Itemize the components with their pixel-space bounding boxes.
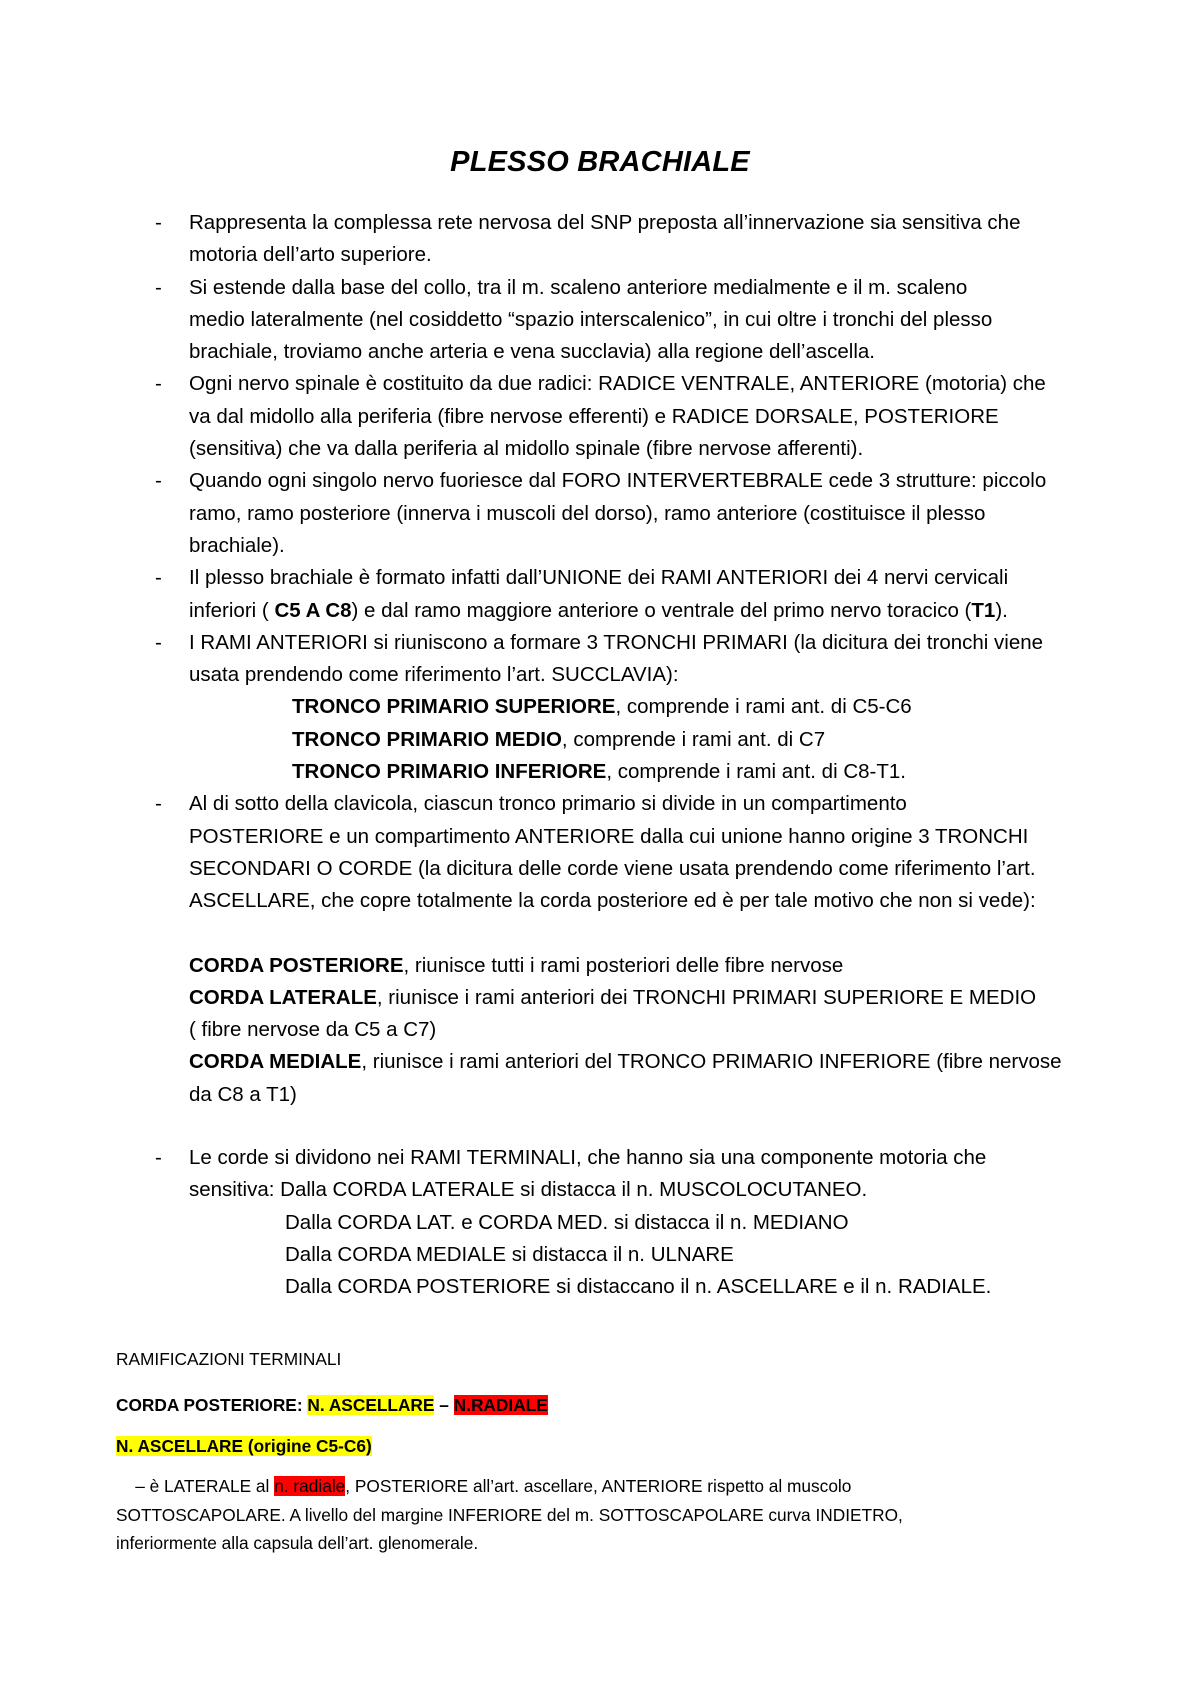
bullet-line: SECONDARI O CORDE (la dicitura delle corde viene usata prendendo come riferimento l’art.: [189, 856, 1036, 880]
blank-line: [189, 1111, 1115, 1142]
bullet-line: va dal midollo alla periferia (fibre nervose efferenti) e RADICE DORSALE, POSTERIORE: [189, 404, 999, 428]
corda-line: [189, 982, 1115, 1014]
text-run: – è LATERALE al: [116, 1476, 275, 1496]
bullet-dash: -: [155, 566, 162, 590]
section-heading: RAMIFICAZIONI TERMINALI: [116, 1349, 342, 1369]
para-line: inferiormente alla capsula dell’art. glenomerale.: [116, 1533, 479, 1553]
ramo-line: Dalla CORDA LAT. e CORDA MED. si distacca il n. MEDIANO: [285, 1210, 849, 1234]
text-run-bold: TRONCO PRIMARIO INFERIORE: [292, 760, 607, 784]
text-run: ) e dal ramo maggiore anteriore o ventrale del primo nervo toracico (: [351, 598, 972, 622]
ramo-line: Dalla CORDA POSTERIORE si distaccano il n. ASCELLARE e il n. RADIALE.: [285, 1275, 992, 1299]
bullet-line: ASCELLARE, che copre totalmente la corda posteriore ed è per tale motivo che non si vede):: [189, 889, 1036, 913]
text-run-bold: C5 A C8: [274, 598, 352, 622]
bullet-dash: -: [155, 211, 162, 234]
text-run-bold: T1: [971, 598, 996, 622]
bullet-line: Le corde si dividono nei RAMI TERMINALI, che hanno sia una componente motoria che: [189, 1146, 987, 1170]
ascellare-description: [116, 1472, 1116, 1558]
para-line: [116, 1472, 1116, 1501]
tronco-line: [189, 691, 1115, 723]
text-run-bold: CORDA POSTERIORE:: [116, 1395, 308, 1415]
bullet-line: POSTERIORE e un compartimento ANTERIORE dalla cui unione hanno origine 3 TRONCHI: [189, 824, 1029, 848]
text-run-bold: –: [434, 1395, 454, 1415]
text-run-bold: CORDA POSTERIORE: [189, 953, 404, 977]
bullet-item: [155, 627, 1115, 788]
corda-line: da C8 a T1): [189, 1082, 297, 1106]
text-run-bold: CORDA LATERALE: [189, 985, 377, 1009]
bullet-line: Al di sotto della clavicola, ciascun tronco primario si divide in un compartimento: [189, 792, 907, 816]
bullet-line: I RAMI ANTERIORI si riuniscono a formare 3 TRONCHI PRIMARI (la dicitura dei tronchi viene: [189, 630, 1044, 654]
bullet-dash: -: [155, 275, 162, 299]
bullet-dash: -: [155, 630, 162, 654]
bullet-text: Rappresenta la complessa rete nervosa del SNP preposta all’innervazione sia sensitiva che motoria dell’arto superiore.: [189, 211, 1021, 267]
highlight-ascellare-origin: N. ASCELLARE (origine C5-C6): [116, 1436, 372, 1456]
highlight-ascellare: N. ASCELLARE: [307, 1395, 435, 1415]
bullet-dash: -: [155, 469, 162, 493]
tronco-line: [189, 724, 1115, 756]
bullet-list: [155, 207, 1115, 1304]
bullet-item: [155, 465, 1115, 562]
bullet-item: [155, 1142, 1115, 1303]
bullet-item: [155, 562, 1115, 627]
highlight-n-radiale: n. radiale: [274, 1476, 346, 1496]
bullet-dash: -: [155, 372, 162, 396]
corda-line: [189, 1046, 1115, 1078]
highlight-radiale: N.RADIALE: [453, 1395, 548, 1415]
bullet-line: Si estende dalla base del collo, tra il m. scaleno anteriore medialmente e il m. scaleno: [189, 275, 968, 299]
para-line: SOTTOSCAPOLARE. A livello del margine INFERIORE del m. SOTTOSCAPOLARE curva INDIETRO,: [116, 1504, 903, 1525]
bullet-line: usata prendendo come riferimento l’art. SUCCLAVIA):: [189, 663, 679, 687]
corda-line: [189, 950, 1115, 982]
text-run: , comprende i rami ant. di C5-C6: [615, 695, 912, 719]
text-run: inferiori (: [189, 598, 275, 622]
text-run: , POSTERIORE all’art. ascellare, ANTERIORE rispetto al muscolo: [345, 1476, 852, 1496]
text-run-bold: TRONCO PRIMARIO SUPERIORE: [292, 695, 616, 719]
text-run: , riunisce i rami anteriori dei TRONCHI PRIMARI SUPERIORE E MEDIO: [376, 985, 1037, 1009]
corda-posteriore-line: [116, 1395, 548, 1416]
text-run-bold: CORDA MEDIALE: [189, 1050, 362, 1074]
bullet-item: [155, 272, 1115, 369]
bullet-line: sensitiva: Dalla CORDA LATERALE si distacca il n. MUSCOLOCUTANEO.: [189, 1178, 868, 1202]
text-run-bold: TRONCO PRIMARIO MEDIO: [292, 727, 562, 751]
blank-line: [189, 918, 1115, 950]
bullet-line: (sensitiva) che va dalla periferia al midollo spinale (fibre nervose afferenti).: [189, 437, 864, 461]
document-title: PLESSO BRACHIALE: [450, 146, 750, 178]
bullet-line: brachiale, troviamo anche arteria e vena succlavia) alla regione dell’ascella.: [189, 340, 875, 364]
bullet-line: Ogni nervo spinale è costituito da due radici: RADICE VENTRALE, ANTERIORE (motoria) che: [189, 372, 1046, 396]
text-run: , riunisce i rami anteriori del TRONCO PRIMARIO INFERIORE (fibre nervose: [361, 1050, 1062, 1074]
tronco-line: [189, 756, 1115, 788]
ascellare-heading: [116, 1436, 372, 1457]
text-run: , comprende i rami ant. di C7: [561, 727, 826, 751]
bullet-item: [155, 788, 1115, 1142]
bullet-dash: -: [155, 792, 162, 816]
ramo-line: Dalla CORDA MEDIALE si distacca il n. ULNARE: [285, 1242, 734, 1266]
bullet-line: Il plesso brachiale è formato infatti dall’UNIONE dei RAMI ANTERIORI dei 4 nervi cervicali: [189, 566, 1009, 590]
corda-line: ( fibre nervose da C5 a C7): [189, 1018, 437, 1042]
bullet-line: Quando ogni singolo nervo fuoriesce dal FORO INTERVERTEBRALE cede 3 strutture: piccolo: [189, 469, 1047, 493]
bullet-dash: -: [155, 1146, 162, 1170]
bullet-item: [155, 207, 1069, 272]
bullet-item: [155, 368, 1115, 465]
bullet-line: [189, 595, 1115, 627]
bullet-line: ramo, ramo posteriore (innerva i muscoli del dorso), ramo anteriore (costituisce il plesso: [189, 501, 986, 525]
bullet-line: medio lateralmente (nel cosiddetto “spazio interscalenico”, in cui oltre i tronchi del plesso: [189, 307, 993, 331]
text-run: ).: [995, 598, 1008, 622]
bullet-line: brachiale).: [189, 533, 285, 557]
text-run: , comprende i rami ant. di C8-T1.: [606, 760, 906, 784]
text-run: , riunisce tutti i rami posteriori delle fibre nervose: [403, 953, 844, 977]
